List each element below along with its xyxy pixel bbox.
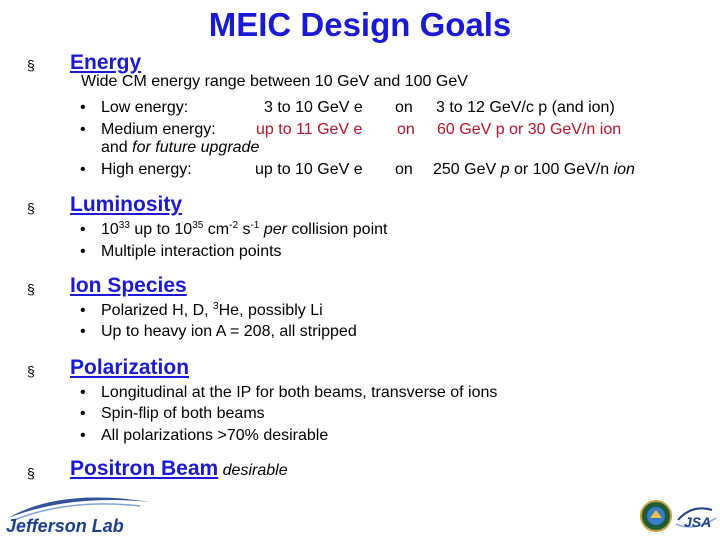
bullet-icon: • — [80, 302, 86, 319]
medium-energy-electron: up to 11 GeV e — [256, 121, 363, 138]
section-bullet-icon: § — [27, 281, 35, 297]
bullet-icon: • — [80, 405, 86, 422]
low-energy-electron: 3 to 10 GeV e — [264, 99, 363, 116]
positron-line — [70, 457, 288, 481]
positron-heading: Positron Beam — [70, 457, 219, 480]
section-bullet-icon: § — [27, 465, 35, 481]
jefferson-lab-logo-text: Jefferson Lab — [6, 516, 124, 536]
section-bullet-icon: § — [27, 200, 35, 216]
jsa-logo-text: JSA — [684, 514, 712, 530]
polarization-item: Longitudinal at the IP for both beams, transverse of ions — [101, 384, 498, 401]
ion-species-heading: Ion Species — [70, 274, 187, 297]
section-bullet-icon: § — [27, 363, 35, 379]
medium-energy-ion: 60 GeV p or 30 GeV/n ion — [437, 121, 622, 138]
medium-energy-note: and for future upgrade — [101, 139, 260, 156]
jsa-logo — [672, 500, 720, 538]
slide-title: MEIC Design Goals — [208, 6, 512, 43]
luminosity-heading: Luminosity — [70, 193, 183, 216]
high-energy-electron: up to 10 GeV e — [255, 161, 363, 178]
polarization-item: Spin-flip of both beams — [101, 405, 265, 422]
bullet-icon: • — [80, 221, 86, 238]
medium-energy-on: on — [397, 121, 415, 138]
low-energy-on: on — [395, 99, 413, 116]
bullet-icon: • — [80, 121, 86, 138]
positron-note: desirable — [222, 462, 288, 479]
bullet-icon: • — [80, 99, 86, 116]
medium-energy-label: Medium energy: — [101, 121, 216, 138]
polarization-heading: Polarization — [70, 356, 190, 379]
bullet-icon: • — [80, 384, 86, 401]
high-energy-ion: 250 GeV p or 100 GeV/n ion — [433, 161, 635, 178]
low-energy-ion: 3 to 12 GeV/c p (and ion) — [436, 99, 615, 116]
jefferson-lab-logo — [0, 480, 165, 540]
bullet-icon: • — [80, 161, 86, 178]
energy-intro: Wide CM energy range between 10 GeV and 100 GeV — [81, 73, 468, 90]
polarization-item: All polarizations >70% desirable — [101, 427, 329, 444]
high-energy-label: High energy: — [101, 161, 192, 178]
bullet-icon: • — [80, 427, 86, 444]
ion-species-heavy: Up to heavy ion A = 208, all stripped — [101, 323, 357, 340]
bullet-icon: • — [80, 243, 86, 260]
luminosity-ip: Multiple interaction points — [101, 243, 282, 260]
section-bullet-icon: § — [27, 57, 35, 73]
high-energy-on: on — [395, 161, 413, 178]
bullet-icon: • — [80, 323, 86, 340]
ion-species-polarized: Polarized H, D, $^3$He, possibly Li — [101, 301, 323, 319]
doe-seal-icon — [640, 500, 672, 532]
luminosity-range: $10^{33}$ up to $10^{35}$ $cm^{-2}$ $s^{-1}$ per collision point — [101, 220, 388, 238]
low-energy-label: Low energy: — [101, 99, 189, 116]
energy-heading: Energy — [70, 51, 142, 74]
